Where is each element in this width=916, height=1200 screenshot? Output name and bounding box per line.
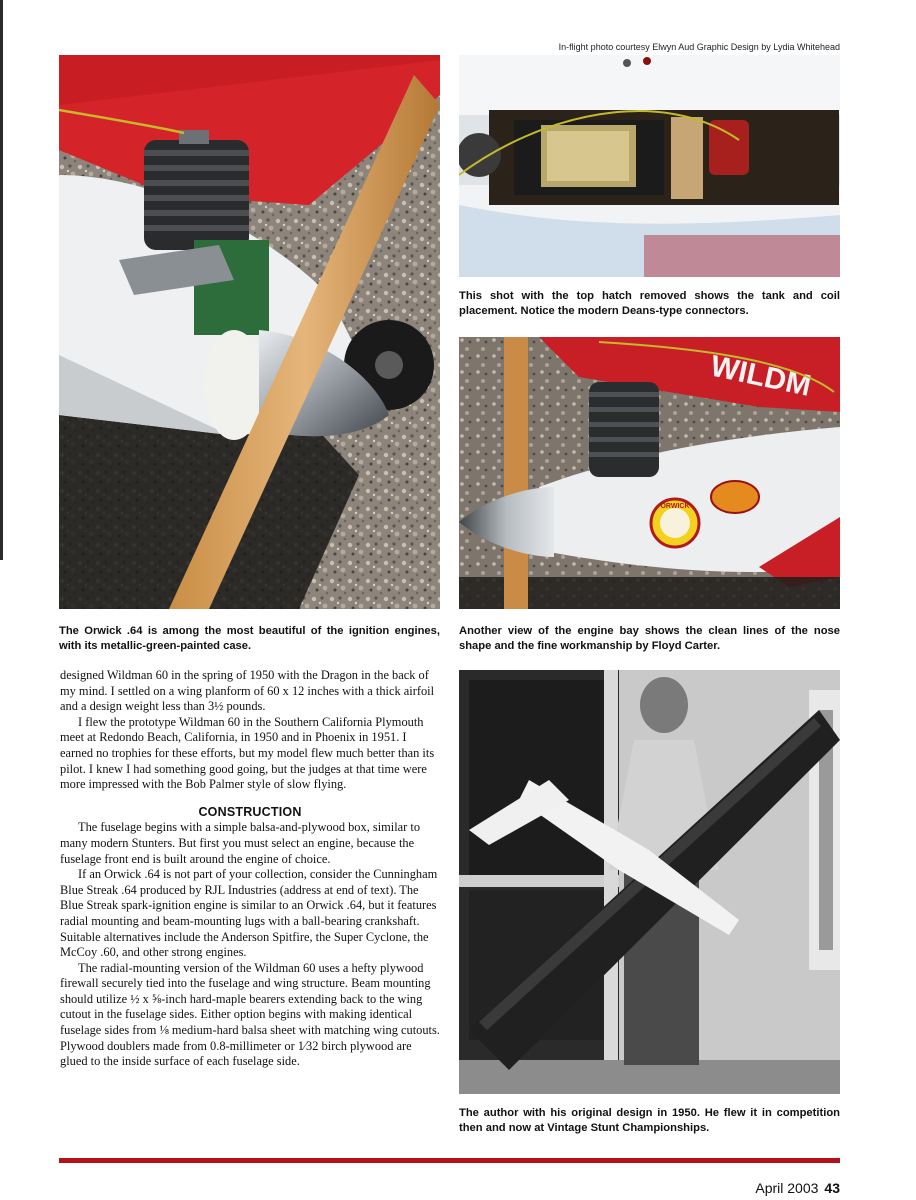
hatch-illustration [459,55,840,277]
engine-bay-illustration [459,337,840,609]
photo-credit: In-flight photo courtesy Elwyn Aud Graphic Design by Lydia Whitehead [558,42,840,52]
footer-rule [59,1158,840,1163]
author-illustration [459,670,840,1094]
caption-engine-bay: Another view of the engine bay shows the clean lines of the nose shape and the fine workmanship by Floyd Carter. [459,625,840,652]
engine-cylinder [144,130,249,250]
caption-hatch: This shot with the top hatch removed shows the tank and coil placement. Notice the modern Deans-type connectors. [459,290,840,317]
caption-author: The author with his original design in 1950. He flew it in competition then and now at Vintage Stunt Championships. [459,1107,840,1134]
article-body [60,668,440,1070]
decal-text: ORWICK [660,503,690,510]
issue-date: April 2003 [755,1180,819,1196]
orwick-engine-photo [59,55,440,609]
body-paragraph: designed Wildman 60 in the spring of 1950 with the Dragon in the back of my mind. I settled on a wing planform of 60 x 12 inches with a thick airfoil and a design weight less than 3½ pounds. [60,668,435,714]
caption-engine: The Orwick .64 is among the most beautiful of the ignition engines, with its metallic-green-painted case. [59,625,440,652]
page-number: 43 [824,1180,840,1196]
body-paragraph: I flew the prototype Wildman 60 in the Southern California Plymouth meet at Redondo Beach, California, in 1950 and in Phoenix in 1951. I earned no trophies for these efforts, but my model flew much better than its pilot. I knew I had something good going, but the judges at that time were more impressed with the Bob Palmer style of slow flying. [60,714,435,792]
engine-bay-photo [459,337,840,609]
body-paragraph: The radial-mounting version of the Wildman 60 uses a hefty plywood firewall securely tied into the fuselage and wing structure. Beam mounting should utilize ½ x ⅝-inch hard-maple bearers extending back to the wing cutout in the fuselage sides. Either option begins with making identical fuselage sides from ⅛ medium-hard balsa sheet with matching wing cutouts. Plywood doublers made from 0.8-millimeter or 1⁄32 birch plywood are glued to the inside surface of each fuselage side. [60,960,440,1069]
body-paragraph: If an Orwick .64 is not part of your collection, consider the Cunningham Blue Streak .64 produced by RJL Industries (address at end of text). The Blue Streak spark-ignition engine is similar to an Orwick .64, but it features radial mounting and beam-mounting lugs with a ball-bearing crankshaft. Suitable alternatives include the Anderson Spitfire, the Super Cyclone, the McCoy .60, and other strong engines. [60,867,438,960]
wing-lettering: WILDM [707,349,814,403]
author-1950-photo [459,670,840,1094]
body-paragraph: The fuselage begins with a simple balsa-and-plywood box, similar to many modern Stunters. But first you must select an engine, because the fuselage front end is built around the engine of choice. [60,820,421,866]
page-edge-strip [0,0,3,560]
orwick-engine-illustration [59,55,440,609]
section-heading: CONSTRUCTION [198,804,302,819]
page-folio [755,1180,840,1196]
fuselage-hatch-photo [459,55,840,277]
